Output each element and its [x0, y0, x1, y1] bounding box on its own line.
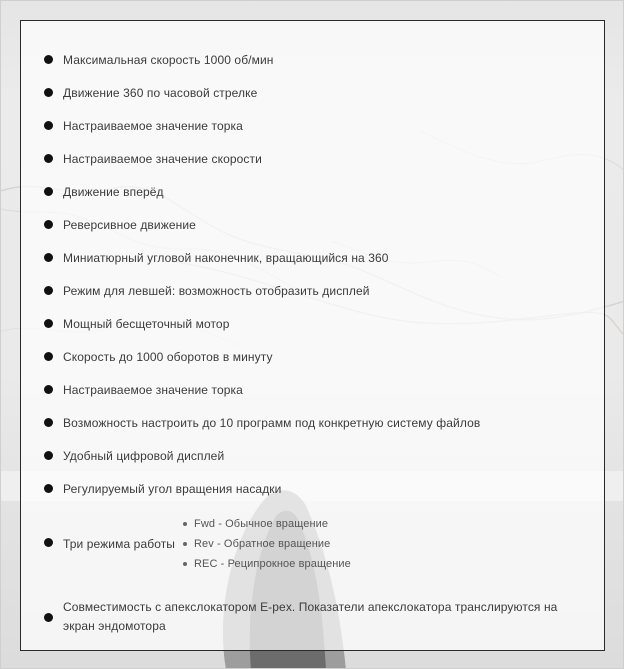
bullet-icon: [44, 220, 53, 229]
bullet-icon: [44, 121, 53, 130]
list-item: [21, 307, 604, 340]
list-item: [21, 109, 604, 142]
modes-list-item: [21, 505, 604, 580]
bullet-icon: [44, 484, 53, 493]
bullet-icon: [44, 451, 53, 460]
feature-text: Скорость до 1000 оборотов в минуту: [63, 349, 273, 364]
feature-text: Мощный бесщеточный мотор: [63, 316, 230, 331]
feature-text: Регулируемый угол вращения насадки: [63, 481, 282, 496]
feature-text: Удобный цифровой дисплей: [63, 448, 225, 463]
feature-text: Режим для левшей: возможность отобразить дисплей: [63, 283, 370, 298]
bullet-icon: [44, 55, 53, 64]
bullet-icon: [44, 253, 53, 262]
bullet-icon: [44, 319, 53, 328]
bullet-icon: [44, 286, 53, 295]
features-panel: [20, 20, 605, 651]
list-item: [21, 241, 604, 274]
bullet-icon: [44, 385, 53, 394]
modes-label: Три режима работы: [63, 536, 176, 551]
feature-text: Миниатюрный угловой наконечник, вращающийся на 360: [63, 250, 389, 265]
bullet-icon: [44, 538, 53, 547]
bullet-icon: [44, 88, 53, 97]
list-item: [21, 406, 604, 439]
list-item: [21, 340, 604, 373]
compatibility-list-item: [21, 590, 604, 646]
bullet-icon: [44, 154, 53, 163]
feature-text: Максимальная скорость 1000 об/мин: [63, 52, 274, 67]
bullet-icon: [44, 418, 53, 427]
list-item: [21, 43, 604, 76]
feature-text: Реверсивное движение: [63, 217, 196, 232]
bullet-icon: [44, 352, 53, 361]
feature-list: [21, 43, 604, 646]
feature-text: Настраиваемое значение скорости: [63, 151, 262, 166]
compatibility-text: Совместимость с апекслокатором E-pex. Показатели апекслокатора транслируются на экран эндомотора: [63, 600, 558, 633]
mode-item: Fwd - Обычное вращение: [183, 514, 351, 534]
modes-sub-list: [183, 514, 351, 574]
feature-text: Возможность настроить до 10 программ под конкретную систему файлов: [63, 415, 481, 430]
feature-text: Движение вперёд: [63, 184, 164, 199]
feature-text: Настраиваемое значение торка: [63, 118, 243, 133]
list-item: [21, 175, 604, 208]
feature-text: Настраиваемое значение торка: [63, 382, 243, 397]
bullet-icon: [44, 613, 53, 622]
list-item: [21, 274, 604, 307]
feature-text: Движение 360 по часовой стрелке: [63, 85, 258, 100]
bullet-icon: [44, 187, 53, 196]
list-item: [21, 439, 604, 472]
list-item: [21, 373, 604, 406]
list-item: [21, 208, 604, 241]
list-item: [21, 472, 604, 505]
mode-item: REC - Реципрокное вращение: [183, 554, 351, 574]
mode-item: Rev - Обратное вращение: [183, 534, 351, 554]
list-item: [21, 76, 604, 109]
list-item: [21, 142, 604, 175]
